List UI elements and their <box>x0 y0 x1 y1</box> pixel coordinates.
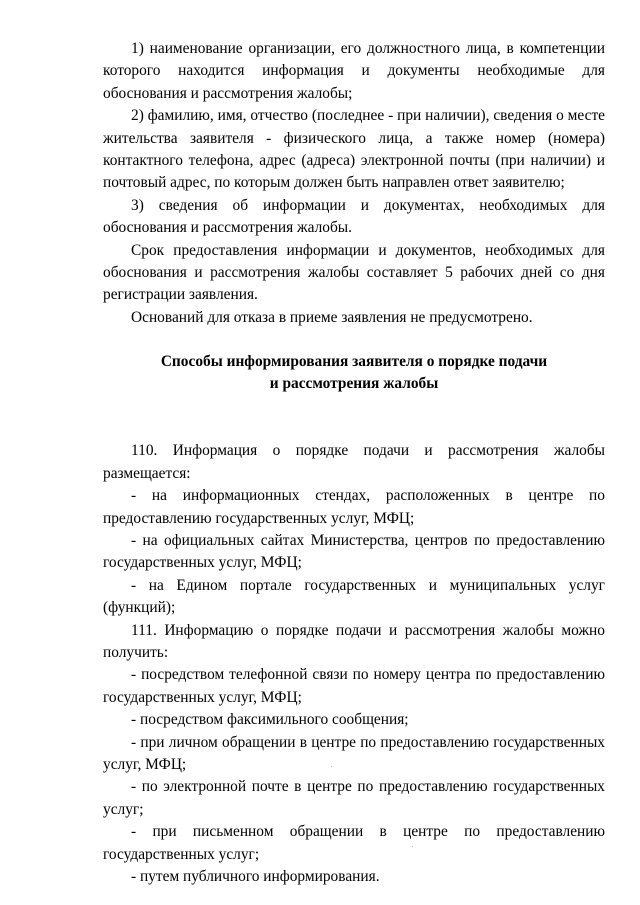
section-heading-line-1: Способы информирования заявителя о порядке подачи <box>160 353 548 371</box>
scan-speck <box>412 846 413 847</box>
paragraph-111: 111. Информацию о порядке подачи и рассмотрения жалобы можно получить: <box>103 621 605 661</box>
list-item-websites: - на официальных сайтах Министерства, центров по предоставлению государственных услуг, МФЦ; <box>103 531 605 572</box>
paragraph-no-refusal: Оснований для отказа в приеме заявления не предусмотрено. <box>131 308 533 326</box>
list-item-public: - путем публичного информирования. <box>131 868 380 885</box>
document-body <box>103 38 605 888</box>
section-heading-line-2: и рассмотрения жалобы <box>269 375 439 393</box>
scan-speck <box>331 766 332 767</box>
list-item-email: - по электронной почте в центре по предоставлению государственных услуг; <box>103 778 605 818</box>
list-item-phone: - посредством телефонной связи по номеру центра по предоставлению государственных услуг, МФЦ; <box>103 666 605 706</box>
list-item-in-person: - при личном обращении в центре по предоставлению государственных услуг, МФЦ; <box>103 733 605 773</box>
list-item-unified-portal: - на Едином портале государственных и муниципальных услуг (функций); <box>103 576 605 617</box>
list-item-stands: - на информационных стендах, расположенных в центре по предоставлению государственных услуг, МФЦ; <box>103 487 605 527</box>
paragraph-deadline: Срок предоставления информации и документов, необходимых для обоснования и рассмотрения жалобы составляет 5 рабочих дней со дня регистрации заявления. <box>103 241 605 304</box>
section-heading <box>103 351 605 395</box>
paragraph-item-3: 3) сведения об информации и документах, необходимых для обоснования и рассмотрения жалобы. <box>103 196 605 237</box>
list-item-written: - при письменном обращении в центре по предоставлению государственных услуг; <box>103 823 605 863</box>
paragraph-item-2: 2) фамилию, имя, отчество (последнее - при наличии), сведения о месте жительства заявителя - физического лица, а также номер (номера) контактного телефона, адрес (адреса) электронной почты (при наличии) и почтовый адрес, по которым должен быть направлен ответ заявителю; <box>103 107 605 192</box>
list-item-fax: - посредством факсимильного сообщения; <box>131 711 409 729</box>
paragraph-110: 110. Информация о порядке подачи и рассмотрения жалобы размещается: <box>103 442 605 482</box>
paragraph-item-1: 1) наименование организации, его должностного лица, в компетенции которого находится информация и документы необходимые для обоснования и рассмотрения жалобы; <box>103 40 605 102</box>
